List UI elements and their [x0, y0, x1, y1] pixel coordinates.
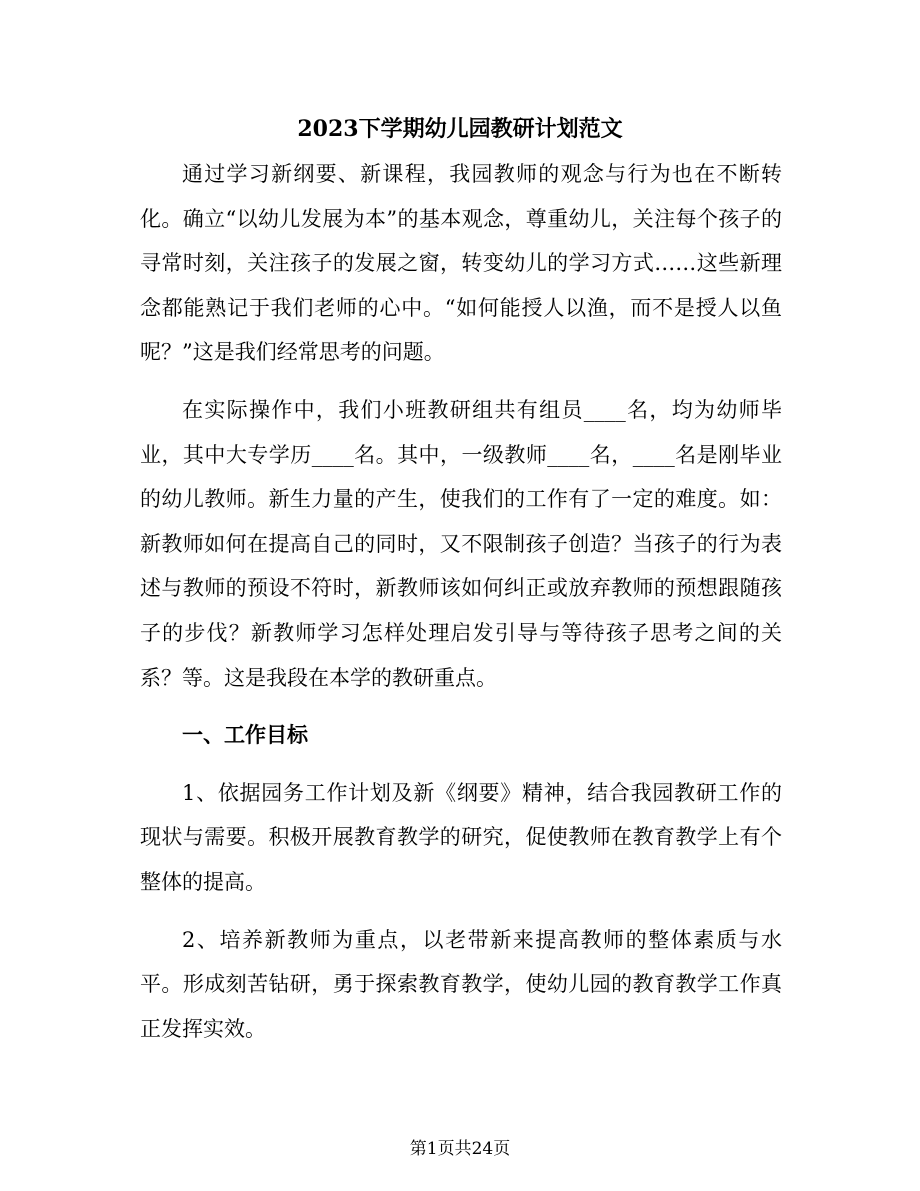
- paragraph-goal-2: 2、培养新教师为重点，以老带新来提高教师的整体素质与水平。形成刻苦钻研，勇于探索教育教学，使幼儿园的教育教学工作真正发挥实效。: [140, 927, 782, 1041]
- document-title: 2023下学期幼儿园教研计划范文: [297, 116, 623, 142]
- page-number: 第1页共24页: [409, 1139, 511, 1159]
- document-body: [140, 152, 782, 1051]
- paragraph-situation: 在实际操作中，我们小班教研组共有组员____名，均为幼师毕业，其中大专学历____名。其中，一级教师____名，____名是刚毕业的幼儿教师。新生力量的产生，使我们的工作有了一定的难度。如：新教师如何在提高自己的同时，又不限制孩子创造？当孩子的行为表述与教师的预设不符时，新教师该如何纠正或放弃教师的预想跟随孩子的步伐？新教师学习怎样处理启发引导与等待孩子思考之间的关系？等。这是我段在本学的教研重点。: [140, 397, 782, 690]
- paragraph-goal-1: 1、依据园务工作计划及新《纲要》精神，结合我园教研工作的现状与需要。积极开展教育教学的研究，促使教师在教育教学上有个整体的提高。: [140, 780, 782, 894]
- paragraph-intro: 通过学习新纲要、新课程，我园教师的观念与行为也在不断转化。确立“以幼儿发展为本”的基本观念，尊重幼儿，关注每个孩子的寻常时刻，关注孩子的发展之窗，转变幼儿的学习方式……这些新理念都能熟记于我们老师的心中。“如何能授人以渔，而不是授人以鱼呢？”这是我们经常思考的问题。: [140, 162, 782, 365]
- section-heading-goals: 一、工作目标: [182, 722, 308, 748]
